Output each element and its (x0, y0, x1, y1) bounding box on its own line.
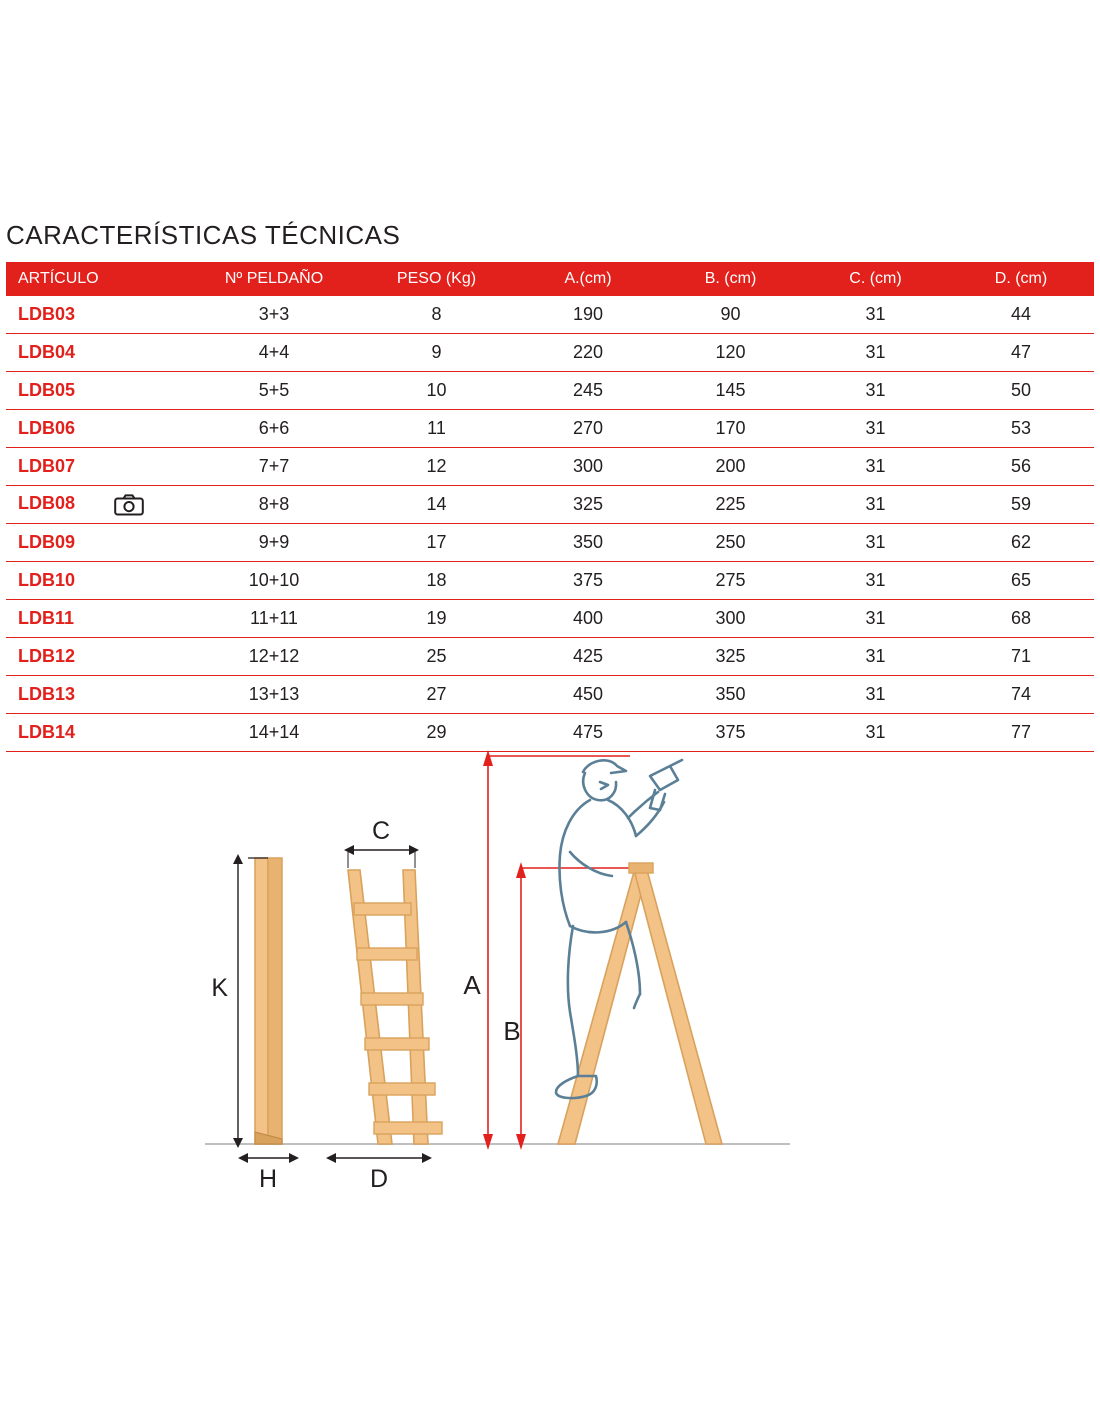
cell-a: 425 (518, 638, 658, 676)
cell-d: 65 (948, 562, 1094, 600)
camera-icon (114, 494, 144, 516)
column-header-peldano: Nº PELDAÑO (193, 262, 355, 296)
cell-d: 74 (948, 676, 1094, 714)
articulo-label: LDB07 (18, 456, 76, 476)
cell-articulo (6, 448, 193, 486)
table-row (6, 676, 1094, 714)
cell-peso: 29 (355, 714, 518, 752)
label-c: C (371, 817, 391, 845)
articulo-label: LDB12 (18, 646, 76, 666)
articulo-label: LDB10 (18, 570, 76, 590)
cell-peldano: 8+8 (193, 486, 355, 524)
cell-c: 31 (803, 486, 948, 524)
cell-peso: 18 (355, 562, 518, 600)
cell-peso: 9 (355, 334, 518, 372)
cell-a: 375 (518, 562, 658, 600)
column-header-d: D. (cm) (948, 262, 1094, 296)
cell-a: 450 (518, 676, 658, 714)
articulo-label: LDB13 (18, 684, 76, 704)
cell-b: 325 (658, 638, 803, 676)
cell-a: 245 (518, 372, 658, 410)
articulo-label: LDB14 (18, 722, 76, 742)
cell-d: 77 (948, 714, 1094, 752)
column-header-c: C. (cm) (803, 262, 948, 296)
cell-c: 31 (803, 410, 948, 448)
table-row (6, 334, 1094, 372)
cell-d: 59 (948, 486, 1094, 524)
cell-peso: 19 (355, 600, 518, 638)
cell-peldano: 6+6 (193, 410, 355, 448)
folded-ladder-side-view (255, 858, 282, 1144)
cell-articulo (6, 486, 193, 524)
table-row (6, 296, 1094, 334)
cell-peso: 17 (355, 524, 518, 562)
cell-peldano: 7+7 (193, 448, 355, 486)
cell-c: 31 (803, 372, 948, 410)
cell-d: 68 (948, 600, 1094, 638)
articulo-label: LDB09 (18, 532, 76, 552)
cell-a: 350 (518, 524, 658, 562)
ladder-dimension-diagram (0, 740, 1100, 1240)
technical-specs-table (6, 262, 1094, 752)
cell-c: 31 (803, 334, 948, 372)
cell-peldano: 12+12 (193, 638, 355, 676)
cell-c: 31 (803, 448, 948, 486)
articulo-label: LDB03 (18, 304, 76, 324)
cell-b: 120 (658, 334, 803, 372)
cell-b: 375 (658, 714, 803, 752)
articulo-label: LDB11 (18, 608, 75, 628)
articulo-label: LDB04 (18, 342, 76, 362)
cell-peso: 25 (355, 638, 518, 676)
cell-c: 31 (803, 638, 948, 676)
cell-d: 44 (948, 296, 1094, 334)
cell-d: 62 (948, 524, 1094, 562)
ladder-front-view (348, 870, 442, 1144)
articulo-label: LDB08 (18, 493, 76, 514)
cell-a: 190 (518, 296, 658, 334)
articulo-label: LDB06 (18, 418, 76, 438)
articulo-label: LDB05 (18, 380, 76, 400)
cell-d: 56 (948, 448, 1094, 486)
cell-c: 31 (803, 600, 948, 638)
table-row (6, 562, 1094, 600)
cell-a: 220 (518, 334, 658, 372)
table-row (6, 600, 1094, 638)
table-row (6, 448, 1094, 486)
label-h: H (258, 1165, 278, 1193)
cell-b: 225 (658, 486, 803, 524)
cell-c: 31 (803, 676, 948, 714)
table-body (6, 296, 1094, 752)
column-header-peso: PESO (Kg) (355, 262, 518, 296)
column-header-a: A.(cm) (518, 262, 658, 296)
cell-a: 270 (518, 410, 658, 448)
cell-d: 53 (948, 410, 1094, 448)
cell-b: 145 (658, 372, 803, 410)
dimension-c (344, 845, 419, 868)
cell-peldano: 5+5 (193, 372, 355, 410)
cell-articulo (6, 562, 193, 600)
cell-c: 31 (803, 524, 948, 562)
dimension-d (326, 1153, 432, 1163)
cell-a: 400 (518, 600, 658, 638)
cell-peso: 27 (355, 676, 518, 714)
table-row (6, 372, 1094, 410)
cell-b: 350 (658, 676, 803, 714)
cell-articulo (6, 524, 193, 562)
cell-b: 275 (658, 562, 803, 600)
column-header-b: B. (cm) (658, 262, 803, 296)
cell-peso: 14 (355, 486, 518, 524)
cell-d: 50 (948, 372, 1094, 410)
cell-d: 47 (948, 334, 1094, 372)
page-title: CARACTERÍSTICAS TÉCNICAS (6, 220, 401, 250)
label-d: D (369, 1165, 389, 1193)
cell-peldano: 4+4 (193, 334, 355, 372)
cell-articulo (6, 296, 193, 334)
cell-articulo (6, 638, 193, 676)
cell-b: 170 (658, 410, 803, 448)
cell-b: 90 (658, 296, 803, 334)
cell-articulo (6, 676, 193, 714)
cell-peldano: 9+9 (193, 524, 355, 562)
cell-peso: 8 (355, 296, 518, 334)
cell-c: 31 (803, 296, 948, 334)
label-k: K (211, 974, 228, 1002)
table-row (6, 486, 1094, 524)
cell-peldano: 11+11 (193, 600, 355, 638)
cell-peldano: 14+14 (193, 714, 355, 752)
column-header-articulo: ARTÍCULO (6, 262, 193, 296)
cell-d: 71 (948, 638, 1094, 676)
cell-b: 200 (658, 448, 803, 486)
cell-peso: 10 (355, 372, 518, 410)
cell-articulo (6, 410, 193, 448)
table-row (6, 638, 1094, 676)
dimension-h (238, 1153, 299, 1163)
cell-peso: 12 (355, 448, 518, 486)
cell-peso: 11 (355, 410, 518, 448)
cell-articulo (6, 372, 193, 410)
cell-a: 325 (518, 486, 658, 524)
table-header-row (6, 262, 1094, 296)
label-a: A (463, 970, 481, 1000)
cell-articulo (6, 334, 193, 372)
cell-b: 300 (658, 600, 803, 638)
cell-peldano: 10+10 (193, 562, 355, 600)
cell-a: 300 (518, 448, 658, 486)
table-row (6, 524, 1094, 562)
ladder-open-side-view (558, 863, 722, 1144)
cell-b: 250 (658, 524, 803, 562)
cell-articulo (6, 600, 193, 638)
cell-peldano: 13+13 (193, 676, 355, 714)
cell-c: 31 (803, 714, 948, 752)
cell-a: 475 (518, 714, 658, 752)
cell-peldano: 3+3 (193, 296, 355, 334)
table-row (6, 410, 1094, 448)
cell-c: 31 (803, 562, 948, 600)
label-b: B (503, 1016, 521, 1046)
